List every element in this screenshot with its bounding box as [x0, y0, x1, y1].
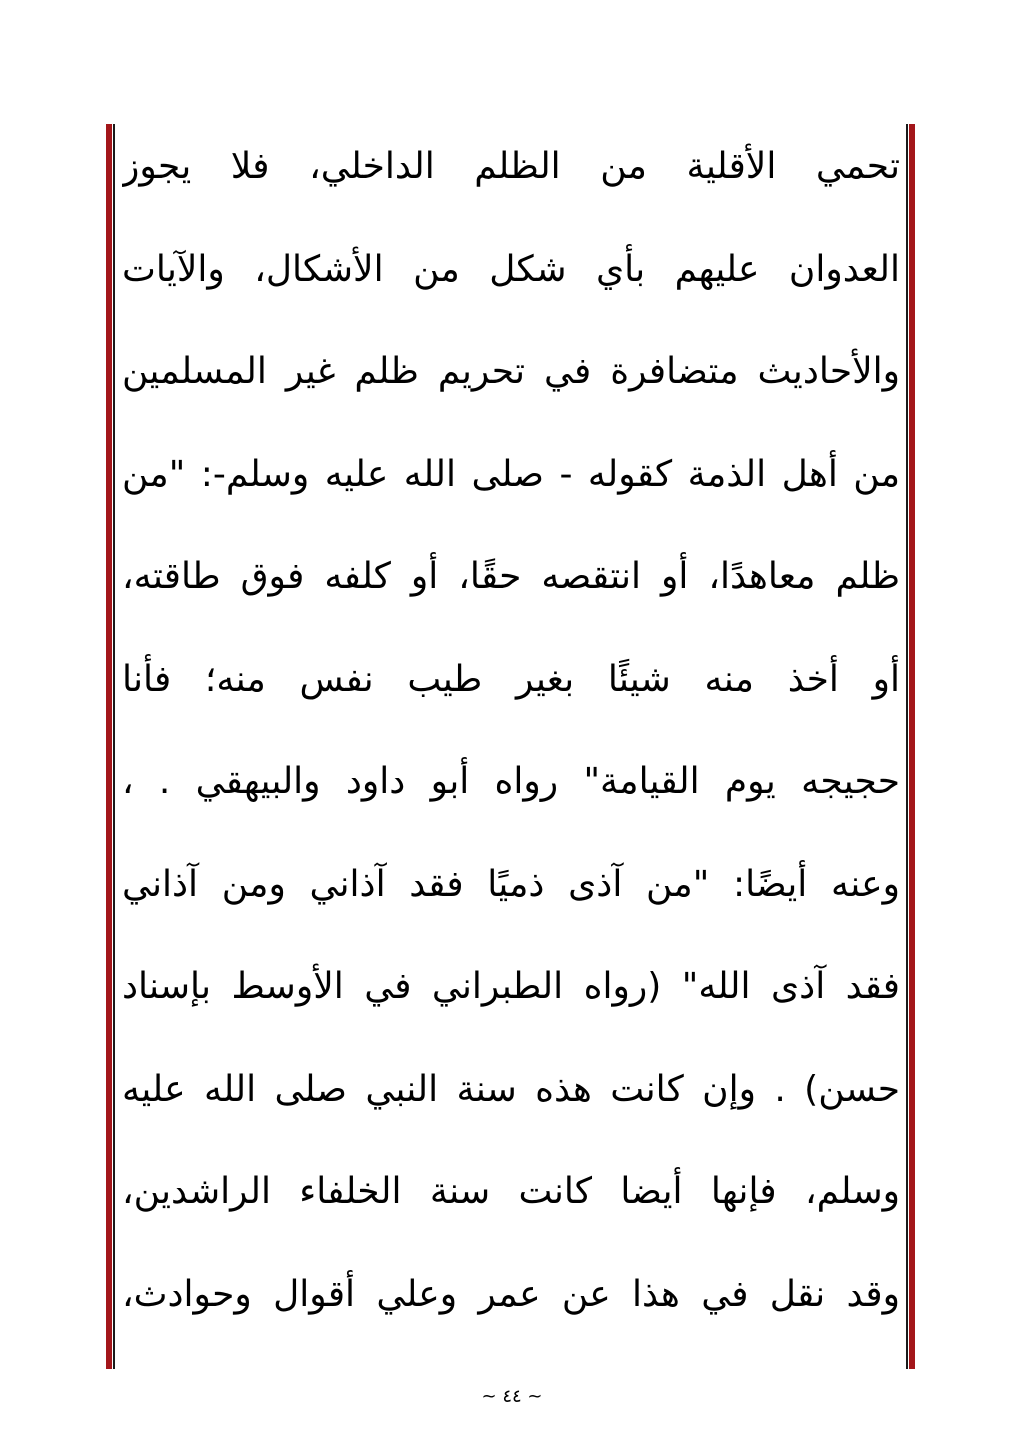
text-line-12: وقد نقل في هذا عن عمر وعلي أقوال وحوادث،: [122, 1273, 900, 1315]
right-page-border: [907, 124, 917, 1369]
right-border-red-rule: [909, 124, 915, 1369]
text-line-11: وسلم، فإنها أيضا كانت سنة الخلفاء الراشدين،: [122, 1171, 900, 1212]
text-line-7: حجيجه يوم القيامة" رواه أبو داود والبيهقي . ،: [122, 761, 900, 802]
text-line-6: أو أخذ منه شيئًا بغير طيب نفس منه؛ فأنا: [122, 658, 900, 700]
body-text: [122, 124, 900, 1354]
text-line-4: من أهل الذمة كقوله - صلى الله عليه وسلم-: "من: [122, 453, 900, 495]
left-border-red-rule: [106, 124, 112, 1369]
text-line-5: ظلم معاهدًا، أو انتقصه حقًا، أو كلفه فوق طاقته،: [122, 556, 900, 597]
left-border-dark-rule: [113, 124, 115, 1369]
text-line-2: العدوان عليهم بأي شكل من الأشكال، والآيات: [122, 248, 900, 290]
right-border-dark-rule: [906, 124, 908, 1369]
text-line-1: تحمي الأقلية من الظلم الداخلي، فلا يجوز: [122, 146, 900, 187]
text-line-10: حسن) . وإن كانت هذه سنة النبي صلى الله عليه: [122, 1068, 900, 1110]
page-number: ~ ٤٤ ~: [481, 1386, 543, 1407]
text-line-3: والأحاديث متضافرة في تحريم ظلم غير المسلمين: [122, 351, 900, 392]
text-line-8: وعنه أيضًا: "من آذى ذميًا فقد آذاني ومن آذاني: [122, 863, 900, 905]
left-page-border: [104, 124, 114, 1369]
text-line-9: فقد آذى الله" (رواه الطبراني في الأوسط بإسناد: [122, 966, 900, 1007]
